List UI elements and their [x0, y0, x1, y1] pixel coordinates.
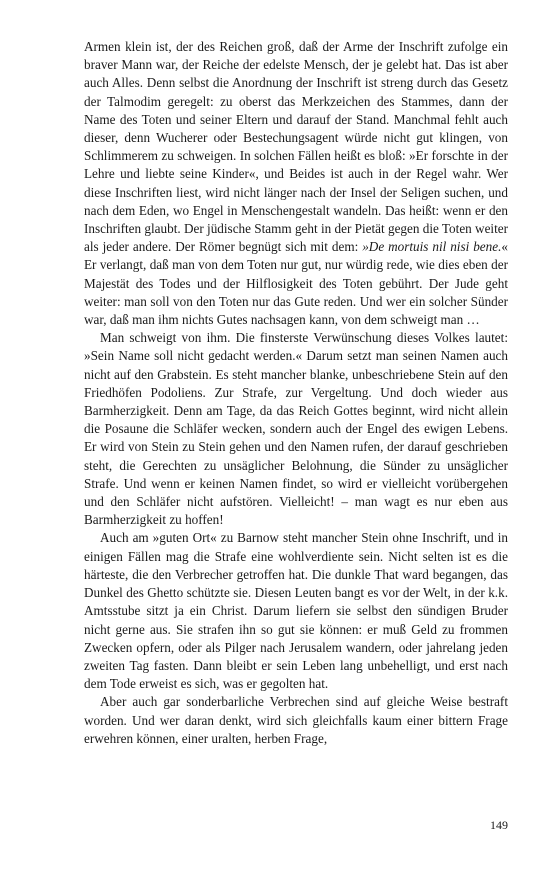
paragraph-text: Man schweigt von ihm. Die finsterste Verwünschung dieses Volkes lautet: »Sein Name soll nicht gedacht werden.« Darum setzt man seinen Namen auch nicht auf den Grabstein. Es steht mancher blanke, unbeschriebene Stein auf den Friedhöfen Podoliens. Zur Strafe, zur Vergeltung. Und doch wieder aus Barmherzigkeit. Denn am Tage, da das Reich Gottes beginnt, wird nicht allein die Posaune die Schläfer wecken, sondern auch der Engel des ewigen Lebens. Er wird von Stein zu Stein gehen und den Namen rufen, der darauf geschrieben steht, die Gerechten zu unsäglicher Belohnung, die Sünder zu unsäglicher Strafe. Und wenn er keinen Namen findet, so wird er vielleicht vorübergehen und den Schläfer nicht aufstören. Vielleicht! – man wagt es nur eben aus Barmherzigkeit zu hoffen! [84, 330, 508, 528]
paragraph-text: Aber auch gar sonderbarliche Verbrechen sind auf gleiche Weise bestraft worden. Und wer daran denkt, wird sich gleichfalls kaum einer bittern Frage erwehren können, einer uralten, herben Frage, [84, 694, 508, 746]
paragraph-text: Auch am »guten Ort« zu Barnow steht mancher Stein ohne Inschrift, und in einigen Fällen mag die Strafe eine wohlverdiente sein. Nicht selten ist es die härteste, die den Verbrecher getroffen hat. Die dunkle That ward begangen, das Dunkel des Ghetto schützte sie. Diesen Leuten bangt es vor der Welt, in der k.k. Amtsstube sitzt ja ein Christ. Darum liefern sie selbst den sündigen Bruder nicht gerne aus. Sie strafen ihn so gut sie können: er muß Geld zu frommen Zwecken opfern, oder als Pilger nach Jerusalem wandern, oder jahrelang jeden zweiten Tag fasten. Dann bleibt er sein Leben lang unbehelligt, und erst nach dem Tode erweist es sich, was er gegolten hat. [84, 530, 508, 692]
paragraph [84, 529, 508, 693]
paragraph [84, 38, 508, 329]
paragraph-text: Armen klein ist, der des Reichen groß, daß der Arme der Inschrift zufolge ein braver Mann war, der Reiche der edelste Mensch, der je gelebt hat. Das ist aber auch Alles. Denn selbst die Anordnung der Inschrift ist streng durch das Gesetz der Talmodim geregelt: zu oberst das Merkzeichen des Stammes, dann der Name des Toten und seiner Eltern und darauf der Stand. Manchmal fehlt auch dieser, denn Wucherer oder Bestechungsagent würde nicht gut klingen, von Schlimmerem zu schweigen. In solchen Fällen heißt es bloß: »Er forschte in der Lehre und liebte seine Kinder«, und Beides ist auch in der Regel wahr. Wer diese Inschriften liest, wird nicht länger nach der Insel der Seligen suchen, und nach dem Eden, wo Engel in Menschengestalt wandeln. Das heißt: wenn er den Inschriften glaubt. Der jüdische Stamm geht in der Pietät gegen die Toten weiter als jeder andere. Der Römer begnügt sich mit dem: [84, 39, 509, 255]
body-text [84, 38, 508, 748]
latin-quote: »De mortuis nil nisi bene. [362, 239, 502, 255]
page-number: 149 [490, 818, 508, 832]
paragraph-text: « Er verlangt, daß man von dem Toten nur gut, nur würdig rede, wie dies eben der Majestät des Todes und der Hilflosigkeit des Toten gebührt. Der Jude geht weiter: man soll von den Toten nur das Gute reden. Und wer ein solcher Sünder war, daß man ihm nichts Gutes nachsagen kann, von dem schweigt man … [84, 239, 508, 328]
paragraph [84, 693, 508, 748]
paragraph [84, 329, 508, 529]
